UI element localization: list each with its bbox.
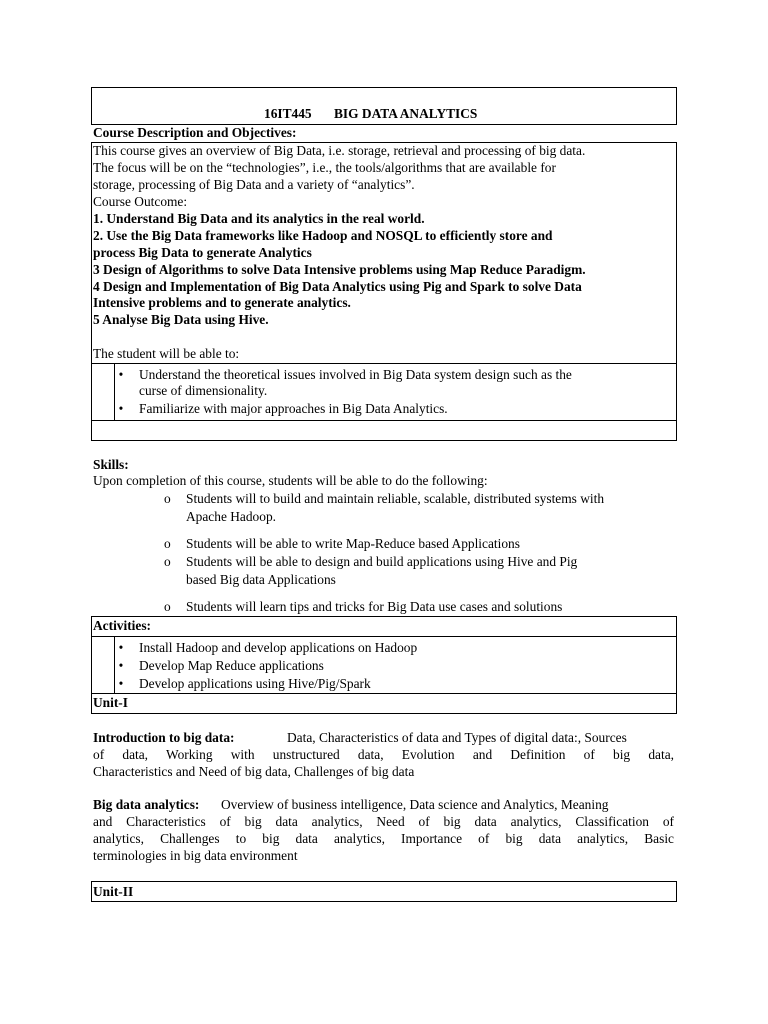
bullet-icon: •	[118, 676, 124, 691]
description-line: storage, processing of Big Data and a variety of “analytics”.	[93, 177, 415, 192]
skill-item-line: based Big data Applications	[186, 572, 336, 587]
outcome-line: 1. Understand Big Data and its analytics in the real world.	[93, 211, 425, 226]
activity-item: Develop Map Reduce applications	[139, 658, 324, 673]
circle-bullet-icon: o	[164, 554, 171, 569]
objectives-heading: Course Description and Objectives:	[93, 125, 297, 140]
unit2-heading-box	[91, 881, 677, 902]
skill-item-line: Students will be able to write Map-Reduce based Applications	[186, 536, 520, 551]
skills-heading: Skills:	[93, 457, 129, 472]
course-title: BIG DATA ANALYTICS	[334, 106, 478, 121]
course-code: 16IT445	[264, 106, 312, 121]
circle-bullet-icon: o	[164, 491, 171, 506]
skill-item-line: Students will to build and maintain reliable, scalable, distributed systems with	[186, 491, 605, 506]
outcome-line: Intensive problems and to generate analytics.	[93, 295, 351, 310]
outcome-line: 5 Analyse Big Data using Hive.	[93, 312, 269, 327]
skills-intro: Upon completion of this course, students will be able to do the following:	[93, 473, 488, 488]
unit1-text-line: Characteristics and Need of big data, Challenges of big data	[93, 764, 415, 779]
outcome-line: process Big Data to generate Analytics	[93, 245, 312, 260]
able-label: The student will be able to:	[93, 346, 240, 361]
circle-bullet-icon: o	[164, 599, 171, 614]
unit1-text-line: Data, Characteristics of data and Types of digital data:, Sources	[287, 730, 627, 745]
description-line: The focus will be on the “technologies”, i.e., the tools/algorithms that are available for	[93, 160, 556, 175]
bullet-icon: •	[118, 401, 124, 416]
circle-bullet-icon: o	[164, 536, 171, 551]
skill-item-line: Apache Hadoop.	[186, 509, 276, 524]
activity-item: Install Hadoop and develop applications on Hadoop	[139, 640, 418, 655]
bullet-icon: •	[118, 640, 124, 655]
activity-item: Develop applications using Hive/Pig/Spark	[139, 676, 371, 691]
bullet-icon: •	[118, 367, 124, 382]
bullet-icon: •	[118, 658, 124, 673]
unit1-heading: Unit-I	[93, 695, 128, 710]
unit2-heading: Unit-II	[93, 884, 134, 899]
unit1-text-line: of data, Working with unstructured data, Evolution and Definition of big data,	[93, 747, 674, 762]
empty-row-box	[91, 420, 677, 441]
outcome-line: 2. Use the Big Data frameworks like Hadoop and NOSQL to efficiently store and	[93, 228, 553, 243]
unit1-text-line: analytics, Challenges to big data analytics, Importance of big data analytics, Basic	[93, 831, 674, 846]
skill-item-line: Students will be able to design and build applications using Hive and Pig	[186, 554, 578, 569]
outcome-label: Course Outcome:	[93, 194, 188, 209]
unit1-text-line: terminologies in big data environment	[93, 848, 298, 863]
able-item-line: curse of dimensionality.	[139, 383, 268, 398]
outcome-line: 3 Design of Algorithms to solve Data Intensive problems using Map Reduce Paradigm.	[93, 262, 586, 277]
skill-item-line: Students will learn tips and tricks for Big Data use cases and solutions	[186, 599, 563, 614]
able-item-line: Familiarize with major approaches in Big Data Analytics.	[139, 401, 448, 416]
intro-big-data-label: Introduction to big data:	[93, 730, 235, 745]
big-data-analytics-label: Big data analytics:	[93, 797, 200, 812]
unit1-text-line: Overview of business intelligence, Data science and Analytics, Meaning	[221, 797, 609, 812]
able-item-line: Understand the theoretical issues involved in Big Data system design such as the	[139, 367, 572, 382]
activities-heading-box	[91, 616, 677, 637]
unit1-text-line: and Characteristics of big data analytics, Need of big data analytics, Classification of	[93, 814, 674, 829]
unit1-heading-box	[91, 693, 677, 714]
description-line: This course gives an overview of Big Data, i.e. storage, retrieval and processing of big data.	[93, 143, 586, 158]
outcome-line: 4 Design and Implementation of Big Data Analytics using Pig and Spark to solve Data	[93, 279, 582, 294]
activities-heading: Activities:	[93, 618, 152, 633]
